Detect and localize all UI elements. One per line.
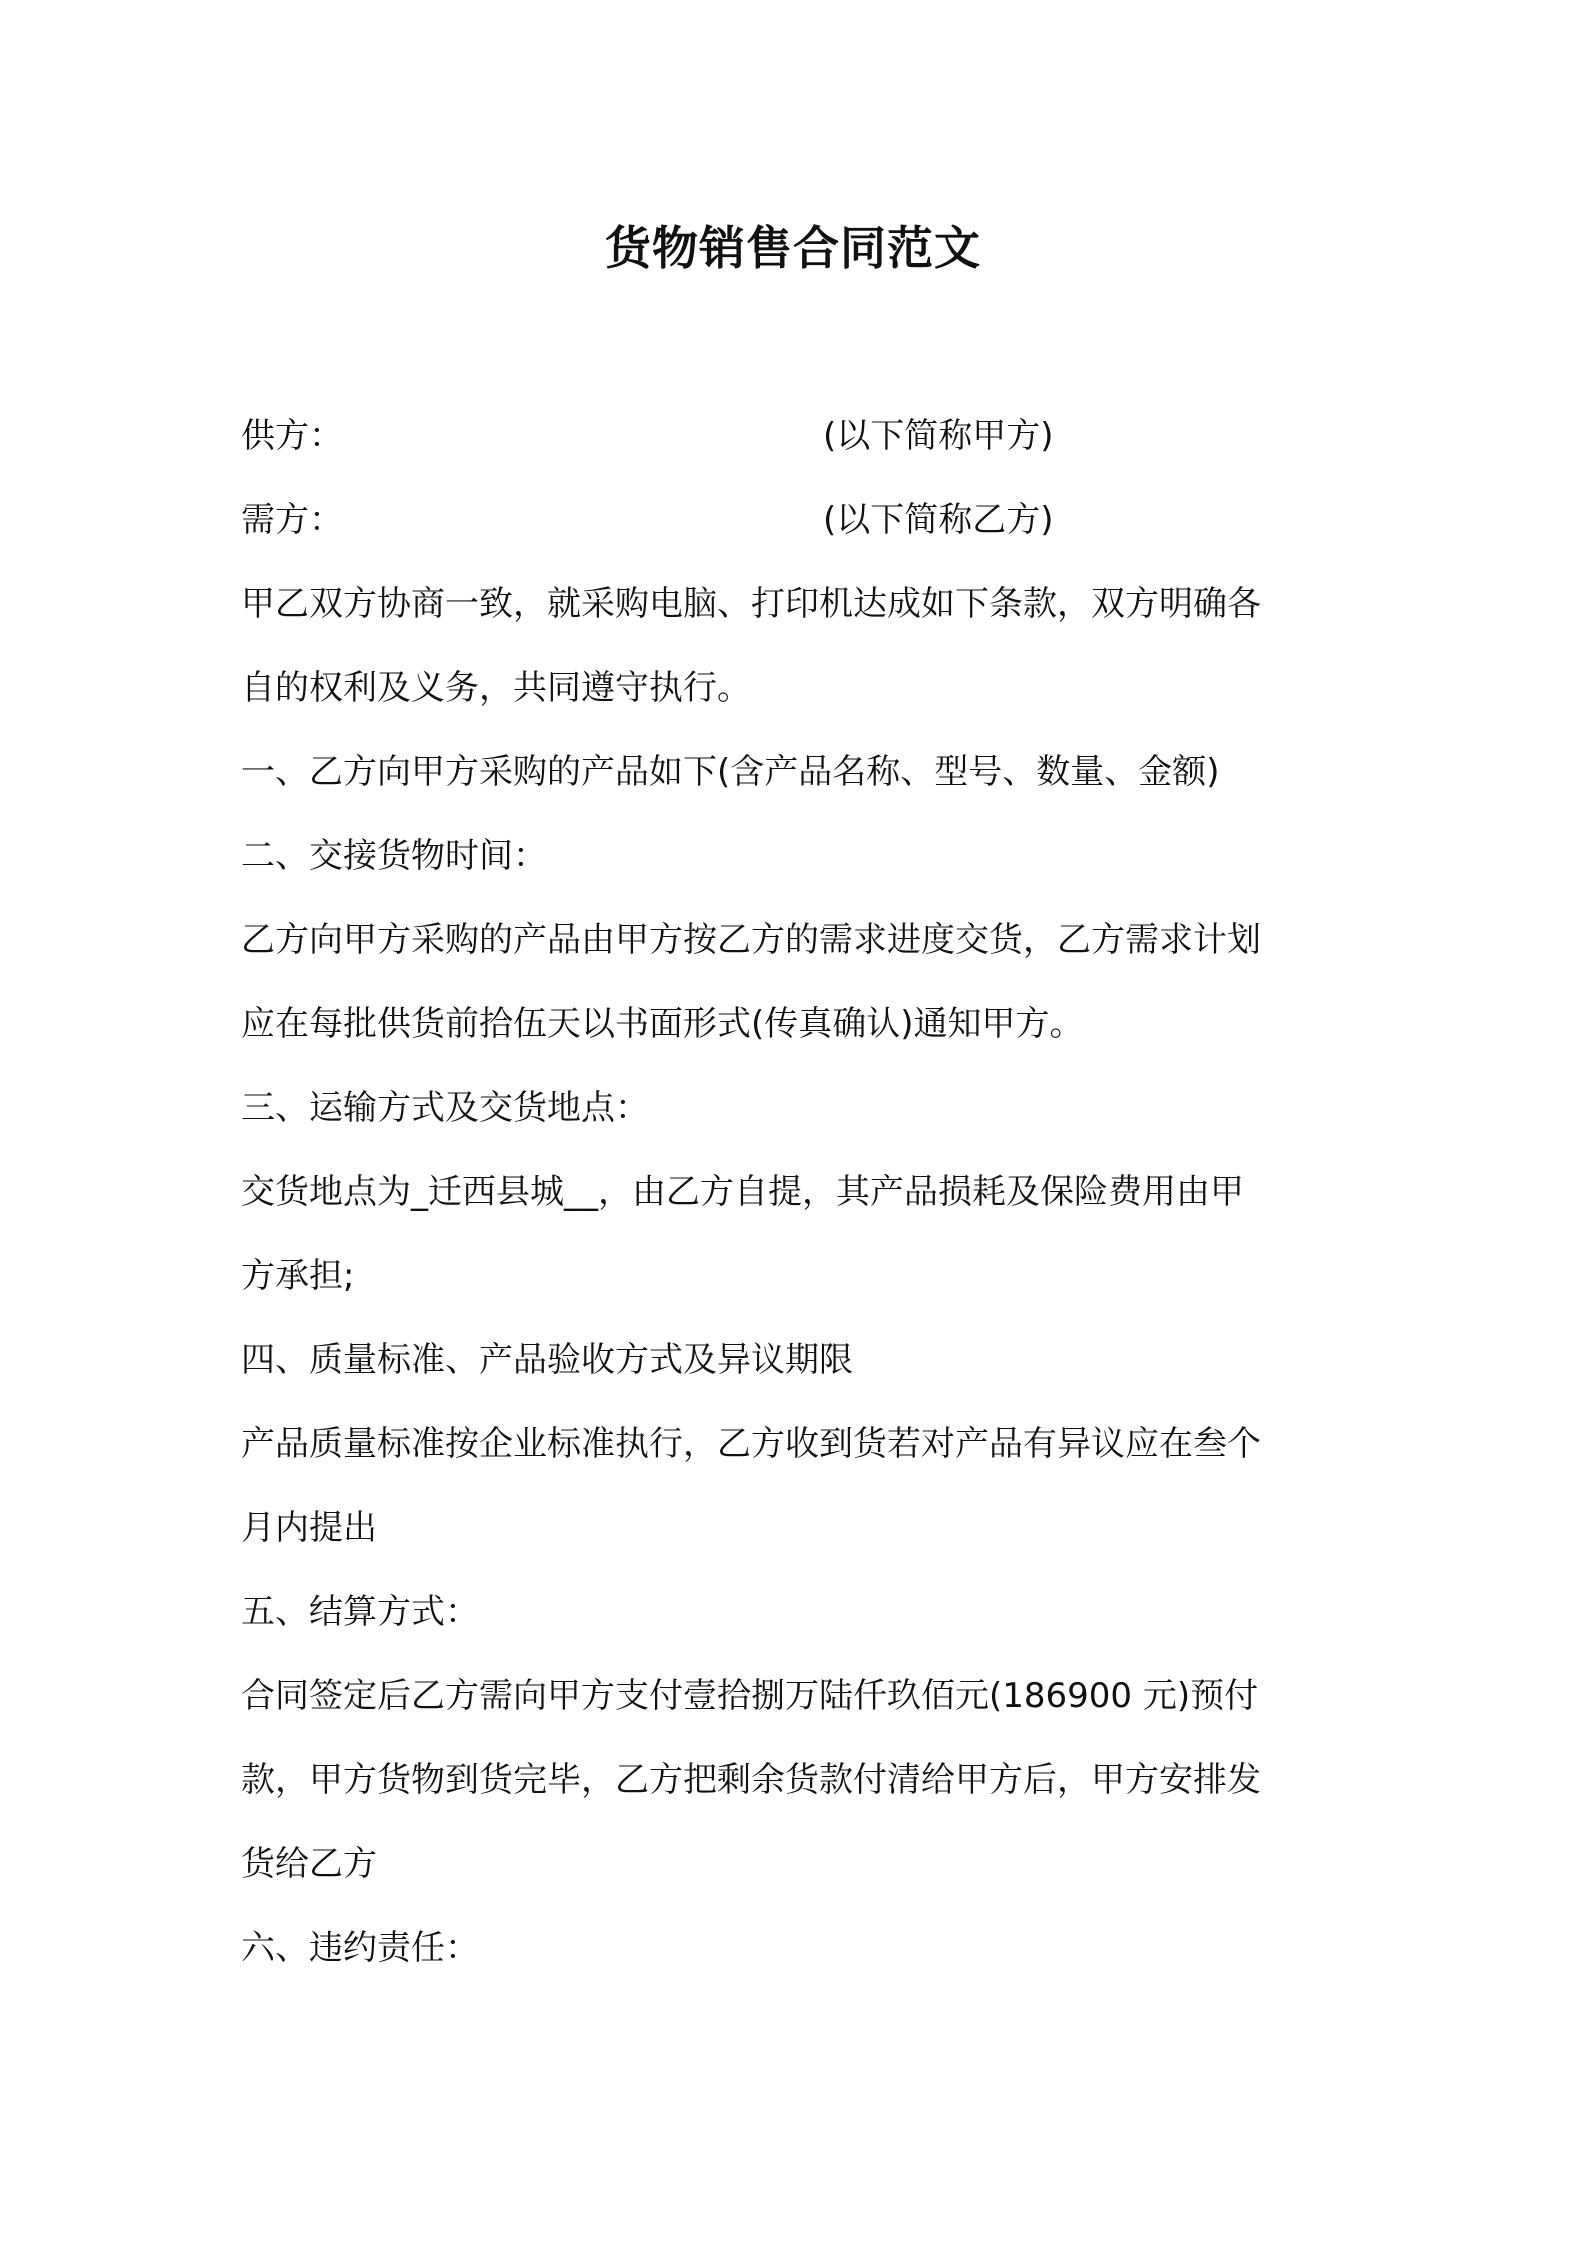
intro-line-2: 自的权利及义务，共同遵守执行。 — [241, 668, 751, 708]
supplier-line — [241, 394, 1361, 478]
section-5-text-line-3: 货给乙方 — [241, 1844, 377, 1884]
buyer-label: 需方： — [241, 500, 343, 540]
document-body — [241, 394, 1361, 1990]
section-3-text-line-2: 方承担; — [241, 1256, 355, 1296]
buyer-alias: (以下简称乙方) — [823, 500, 1054, 540]
section-2-text-line-2: 应在每批供货前拾伍天以书面形式(传真确认)通知甲方。 — [241, 1004, 1084, 1044]
supplier-alias: (以下简称甲方) — [823, 416, 1054, 456]
section-5-text-line-1: 合同签定后乙方需向甲方支付壹拾捌万陆仟玖佰元(186900 元)预付 — [241, 1676, 1259, 1716]
section-1-heading: 一、乙方向甲方采购的产品如下(含产品名称、型号、数量、金额) — [241, 752, 1220, 792]
section-4-text-line-1: 产品质量标准按企业标准执行，乙方收到货若对产品有异议应在叁个 — [241, 1424, 1261, 1464]
buyer-line — [241, 478, 1361, 562]
supplier-label: 供方： — [241, 416, 343, 456]
section-4-text-line-2: 月内提出 — [241, 1508, 377, 1548]
document-title: 货物销售合同范文 — [605, 221, 981, 275]
section-3-heading: 三、运输方式及交货地点： — [241, 1088, 649, 1128]
section-5-heading: 五、结算方式： — [241, 1592, 479, 1632]
section-3-text-line-1: 交货地点为_迁西县城__，由乙方自提，其产品损耗及保险费用由甲 — [241, 1172, 1244, 1212]
section-2-heading: 二、交接货物时间： — [241, 836, 547, 876]
section-4-heading: 四、质量标准、产品验收方式及异议期限 — [241, 1340, 853, 1380]
section-5-text-line-2: 款，甲方货物到货完毕，乙方把剩余货款付清给甲方后，甲方安排发 — [241, 1760, 1261, 1800]
section-6-heading: 六、违约责任： — [241, 1928, 479, 1968]
section-2-text-line-1: 乙方向甲方采购的产品由甲方按乙方的需求进度交货，乙方需求计划 — [241, 920, 1261, 960]
intro-line-1: 甲乙双方协商一致，就采购电脑、打印机达成如下条款，双方明确各 — [241, 584, 1261, 624]
